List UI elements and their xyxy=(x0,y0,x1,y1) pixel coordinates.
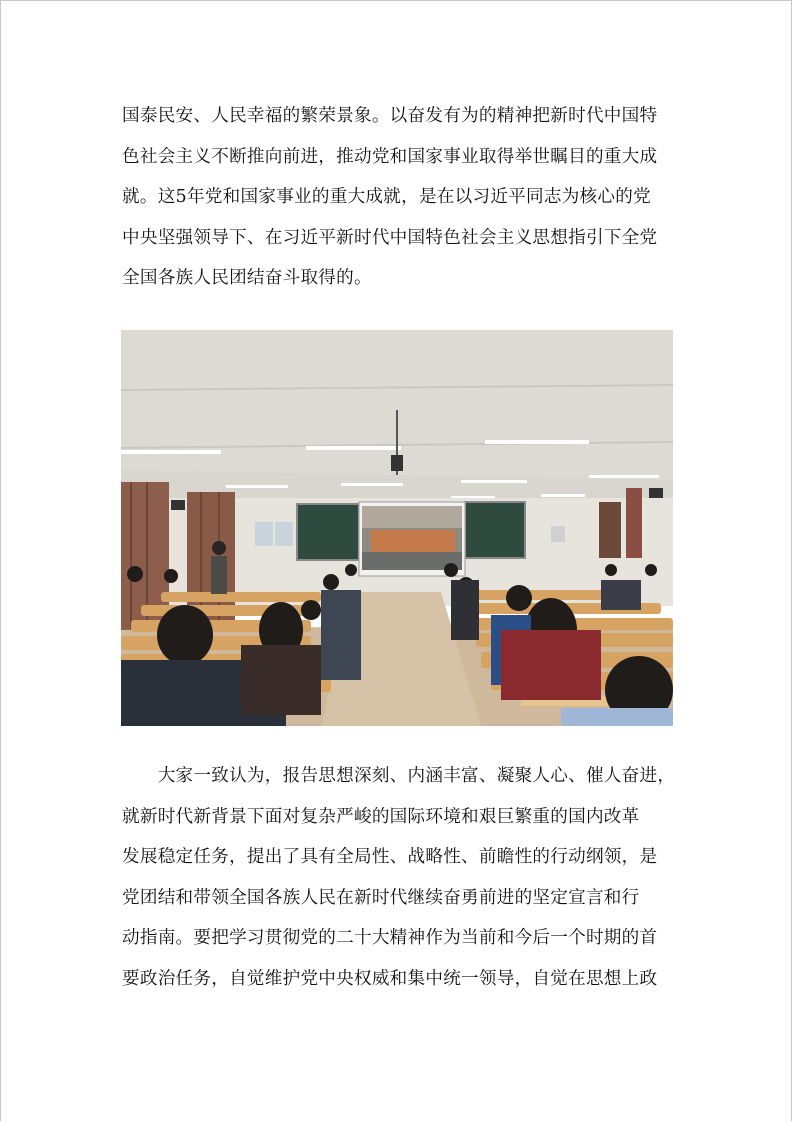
ceiling-light xyxy=(461,480,527,483)
ceiling-light xyxy=(306,446,401,450)
paragraph-2-line: 要政治任务，自觉维护党中央权威和集中统一领导，自觉在思想上政 xyxy=(122,968,658,989)
paragraph-2-line: 大家一致认为，报告思想深刻、内涵丰富、凝聚人心、催人奋进， xyxy=(122,766,676,786)
ceiling-light xyxy=(226,485,288,488)
paragraph-2-line: 发展稳定任务，提出了具有全局性、战略性、前瞻性的行动纲领，是 xyxy=(122,847,658,867)
standing-person xyxy=(211,556,227,594)
paragraph-2-line: 动指南。要把学习贯彻党的二十大精神作为当前和今后一个时期的首 xyxy=(122,928,658,948)
paragraph-1-line: 国泰民安、人民幸福的繁荣景象。以奋发有为的精神把新时代中国特 xyxy=(122,106,658,126)
wall-notice xyxy=(275,522,293,546)
paragraph-2-line: 就新时代新背景下面对复杂严峻的国际环境和艰巨繁重的国内改革 xyxy=(122,806,640,827)
speaker xyxy=(649,488,663,498)
paragraph-1 xyxy=(122,96,674,299)
paragraph-1-line: 色社会主义不断推向前进，推动党和国家事业取得举世瞩目的重大成 xyxy=(122,146,658,167)
classroom-illustration xyxy=(121,330,673,726)
paragraph-1-line: 全国各族人民团结奋斗取得的。 xyxy=(122,268,372,288)
speaker xyxy=(171,500,185,510)
wall-notice xyxy=(255,522,273,546)
ceiling-light xyxy=(541,494,585,497)
ceiling-light xyxy=(485,440,589,444)
classroom-photo xyxy=(121,330,673,726)
blackboard xyxy=(297,504,359,560)
student-red-hoodie xyxy=(501,630,601,700)
door xyxy=(599,502,621,558)
ceiling-light xyxy=(121,450,221,454)
ceiling-light xyxy=(341,483,403,486)
curtain xyxy=(626,488,642,558)
paragraph-1-line: 就。这5年党和国家事业的重大成就，是在以习近平同志为核心的党 xyxy=(122,187,651,207)
ceiling-light xyxy=(589,475,659,478)
blackboard xyxy=(465,502,525,558)
paragraph-1-line: 中央坚强领导下、在习近平新时代中国特色社会主义思想指引下全党 xyxy=(122,227,658,248)
projector xyxy=(391,455,403,471)
paragraph-2-line: 党团结和带领全国各族人民在新时代继续奋勇前进的坚定宣言和行 xyxy=(122,887,640,908)
paragraph-2 xyxy=(122,756,674,999)
